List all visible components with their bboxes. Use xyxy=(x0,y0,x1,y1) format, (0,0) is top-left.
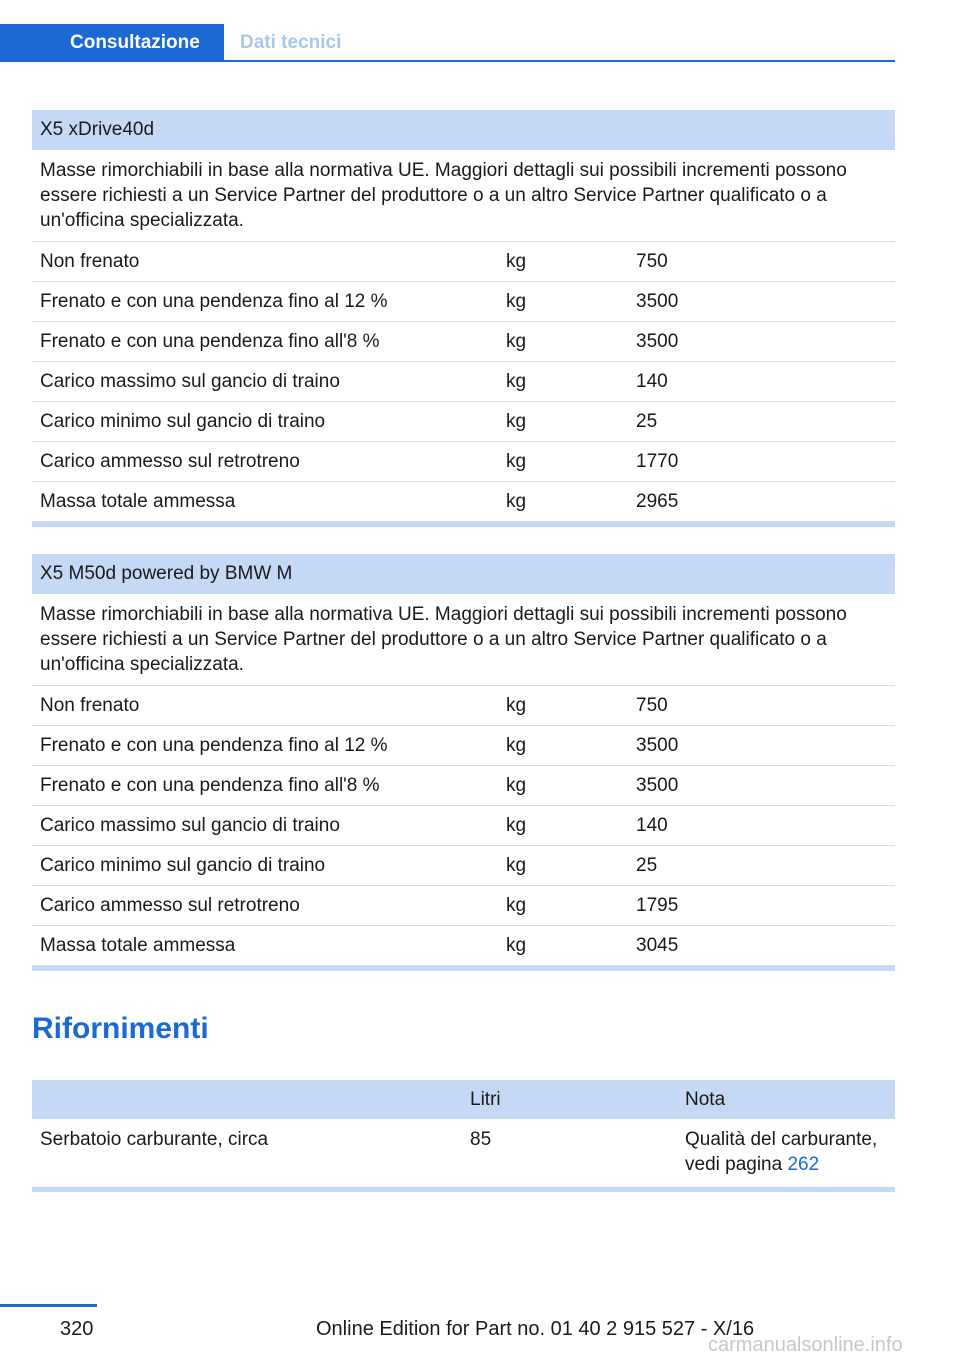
row-unit: kg xyxy=(506,410,527,432)
table-row xyxy=(32,806,895,846)
row-nota xyxy=(685,1127,895,1177)
table-row xyxy=(32,402,895,442)
row-value: 140 xyxy=(636,370,668,392)
page-header xyxy=(0,24,895,62)
table-x5-xdrive40d xyxy=(32,110,895,527)
table-bottom-rule xyxy=(32,522,895,527)
row-value: 3500 xyxy=(636,774,679,796)
nota-line2: vedi pagina xyxy=(685,1154,783,1175)
row-label: Massa totale ammessa xyxy=(40,490,236,512)
row-value: 25 xyxy=(636,854,658,876)
table-row xyxy=(32,322,895,362)
row-value: 3500 xyxy=(636,734,679,756)
table-row xyxy=(32,846,895,886)
row-unit: kg xyxy=(506,814,527,836)
table-title: X5 xDrive40d xyxy=(32,110,895,150)
table-row xyxy=(32,362,895,402)
table-row xyxy=(32,282,895,322)
row-label: Carico minimo sul gancio di traino xyxy=(40,410,326,432)
table-bottom-rule xyxy=(32,966,895,971)
row-unit: kg xyxy=(506,694,527,716)
row-unit: kg xyxy=(506,934,527,956)
footer-accent-line xyxy=(0,1304,97,1307)
table-row xyxy=(32,242,895,282)
table-bottom-rule xyxy=(32,1187,895,1192)
row-value: 3045 xyxy=(636,934,679,956)
row-unit: kg xyxy=(506,734,527,756)
header-divider xyxy=(0,60,895,62)
row-value: 750 xyxy=(636,250,668,272)
row-label: Frenato e con una pendenza fino al 12 % xyxy=(40,734,388,756)
row-value: 1770 xyxy=(636,450,679,472)
row-label: Non frenato xyxy=(40,694,140,716)
row-unit: kg xyxy=(506,330,527,352)
row-label: Frenato e con una pendenza fino all'8 % xyxy=(40,774,380,796)
row-unit: kg xyxy=(506,894,527,916)
row-unit: kg xyxy=(506,490,527,512)
row-label: Carico minimo sul gancio di traino xyxy=(40,854,326,876)
row-unit: kg xyxy=(506,290,527,312)
row-value: 1795 xyxy=(636,894,679,916)
row-litri: 85 xyxy=(470,1129,492,1150)
table-title: X5 M50d powered by BMW M xyxy=(32,554,895,594)
page-link-262[interactable]: 262 xyxy=(787,1154,820,1175)
row-unit: kg xyxy=(506,250,527,272)
table-row xyxy=(32,686,895,726)
row-label: Carico massimo sul gancio di traino xyxy=(40,814,340,836)
row-label: Frenato e con una pendenza fino al 12 % xyxy=(40,290,388,312)
table-row xyxy=(32,886,895,926)
table-row xyxy=(32,442,895,482)
row-value: 25 xyxy=(636,410,658,432)
row-label: Carico massimo sul gancio di traino xyxy=(40,370,340,392)
header-nota: Nota xyxy=(685,1088,726,1110)
row-label: Carico ammesso sul retrotreno xyxy=(40,450,300,472)
edition-info: Online Edition for Part no. 01 40 2 915 527 - X/16 xyxy=(316,1318,755,1340)
row-unit: kg xyxy=(506,370,527,392)
row-unit: kg xyxy=(506,450,527,472)
row-unit: kg xyxy=(506,854,527,876)
table-row xyxy=(32,926,895,966)
row-label: Non frenato xyxy=(40,250,140,272)
table-x5-m50d xyxy=(32,554,895,971)
row-label: Serbatoio carburante, circa xyxy=(40,1129,269,1150)
table-description: Masse rimorchiabili in base alla normativa UE. Maggiori dettagli sui possibili incrementi possono essere richiesti a un Service Partner del produttore o a un altro Service Partner qualificato o a un'officina specializzata. xyxy=(32,150,895,242)
section-title-rifornimenti: Rifornimenti xyxy=(32,1012,209,1045)
nota-line1: Qualità del carburante, xyxy=(685,1129,878,1150)
table-row xyxy=(32,766,895,806)
row-value: 140 xyxy=(636,814,668,836)
table-rifornimenti xyxy=(32,1080,895,1192)
row-value: 2965 xyxy=(636,490,679,512)
row-value: 3500 xyxy=(636,290,679,312)
page-number: 320 xyxy=(60,1318,94,1340)
table-header-row xyxy=(32,1080,895,1119)
table-row xyxy=(32,482,895,522)
row-label: Frenato e con una pendenza fino all'8 % xyxy=(40,330,380,352)
row-label: Carico ammesso sul retrotreno xyxy=(40,894,300,916)
header-litri: Litri xyxy=(470,1088,501,1110)
table-row xyxy=(32,726,895,766)
table-row xyxy=(32,1119,895,1187)
row-label: Massa totale ammessa xyxy=(40,934,236,956)
row-unit: kg xyxy=(506,774,527,796)
watermark: carmanualsonline.info xyxy=(708,1334,903,1356)
tab-consultazione[interactable]: Consultazione xyxy=(0,24,224,62)
row-value: 750 xyxy=(636,694,668,716)
tab-dati-tecnici[interactable]: Dati tecnici xyxy=(240,32,342,53)
table-description: Masse rimorchiabili in base alla normativa UE. Maggiori dettagli sui possibili incrementi possono essere richiesti a un Service Partner del produttore o a un altro Service Partner qualificato o a un'officina specializzata. xyxy=(32,594,895,686)
row-value: 3500 xyxy=(636,330,679,352)
